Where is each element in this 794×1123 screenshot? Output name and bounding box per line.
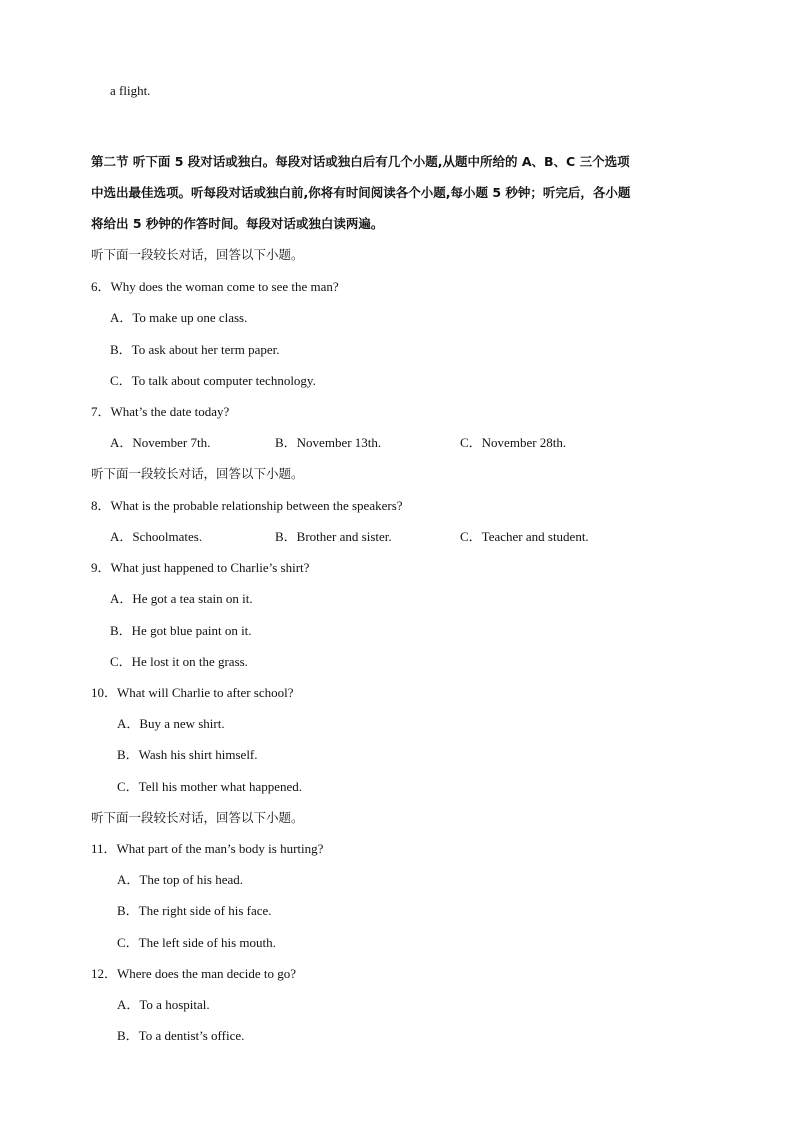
question-11-option-b: B．The right side of his face. [117,903,272,918]
question-9-option-b: B．He got blue paint on it. [110,623,252,638]
question-8-option-c: C．Teacher and student. [460,529,589,544]
listen-prompt: 听下面一段较长对话，回答以下小题。 [91,810,304,825]
question-10-option-a: A．Buy a new shirt. [117,716,225,731]
section-intro-line-3: 将给出 5 秒钟的作答时间。每段对话或独白读两遍。 [91,216,384,231]
question-6-option-c: C．To talk about computer technology. [110,373,316,388]
question-7-option-b: B．November 13th. [275,435,382,450]
listen-prompt: 听下面一段较长对话，回答以下小题。 [91,247,304,262]
question-11: 11．What part of the man’s body is hurting? [91,841,324,856]
question-12-option-a: A．To a hospital. [117,997,210,1012]
question-9-option-a: A．He got a tea stain on it. [110,591,253,606]
question-8-option-b: B．Brother and sister. [275,529,392,544]
section-intro-line-2: 中选出最佳选项。听每段对话或独白前,你将有时间阅读各个小题,每小题 5 秒钟；听完后，各小题 [91,185,631,200]
section-intro-line-1: 第二节 听下面 5 段对话或独白。每段对话或独白后有几个小题,从题中所给的 A、B、C 三个选项 [91,154,630,169]
question-7: 7．What’s the date today? [91,404,230,419]
question-8-option-a: A．Schoolmates. [110,529,203,544]
question-12: 12．Where does the man decide to go? [91,966,297,981]
question-10-option-b: B．Wash his shirt himself. [117,747,258,762]
continuation-text: a flight. [110,83,151,98]
question-7-option-a: A．November 7th. [110,435,211,450]
question-10-option-c: C．Tell his mother what happened. [117,779,303,794]
question-12-option-b: B．To a dentist’s office. [117,1028,245,1043]
listen-prompt: 听下面一段较长对话，回答以下小题。 [91,466,304,481]
question-7-option-c: C．November 28th. [460,435,567,450]
question-9: 9．What just happened to Charlie’s shirt? [91,560,310,575]
question-6-option-a: A．To make up one class. [110,310,248,325]
question-9-option-c: C．He lost it on the grass. [110,654,248,669]
question-6: 6．Why does the woman come to see the man? [91,279,339,294]
question-11-option-c: C．The left side of his mouth. [117,935,276,950]
question-10: 10．What will Charlie to after school? [91,685,294,700]
question-6-option-b: B．To ask about her term paper. [110,342,280,357]
question-11-option-a: A．The top of his head. [117,872,244,887]
question-8: 8．What is the probable relationship between the speakers? [91,498,403,513]
